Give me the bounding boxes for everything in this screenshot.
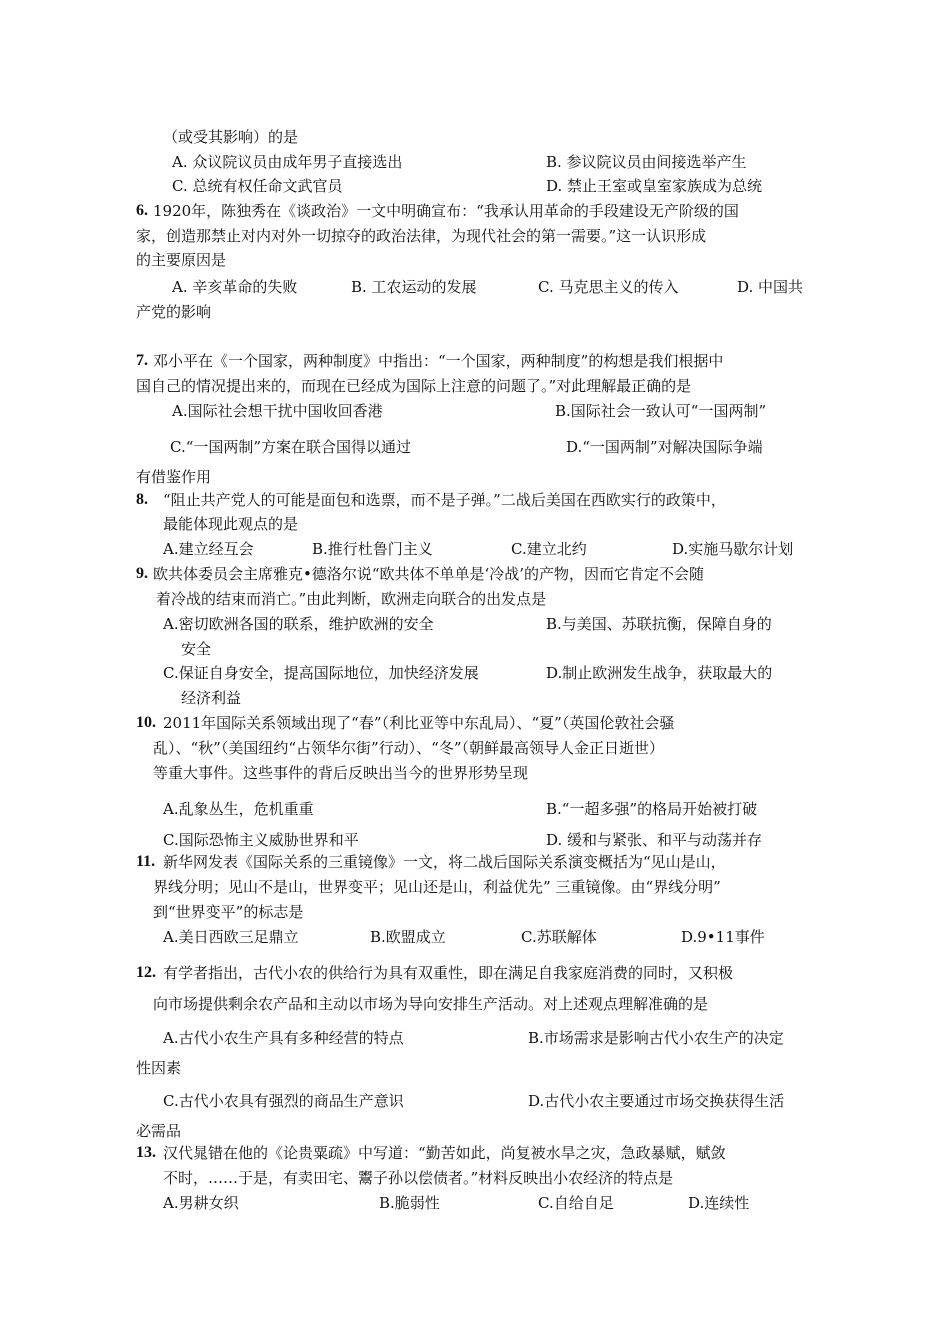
q10-option-c: C.国际恐怖主义威胁世界和平 [163, 831, 359, 849]
q8-option-a: A.建立经互会 [163, 540, 254, 558]
q7-option-d-cont: 有借鉴作用 [136, 468, 212, 486]
q13-stem-line2: 不时，……于是，有卖田宅、鬻子孙以偿债者。”材料反映出小农经济的特点是 [163, 1169, 674, 1187]
q12-option-d-cont: 必需品 [136, 1122, 182, 1140]
q12-number: 12. [136, 964, 156, 981]
q9-option-b-cont: 安全 [181, 640, 212, 658]
q7-option-d: D.“一国两制”对解决国际争端 [566, 438, 763, 456]
q6-option-a: A. 辛亥革命的失败 [172, 278, 298, 296]
q6-stem-line1: 1920年，陈独秀在《谈政治》一文中明确宣布：“我承认用革命的手段建设无产阶级的国 [153, 202, 739, 220]
q7-stem-line1: 邓小平在《一个国家，两种制度》中指出：“一个国家，两种制度”的构想是我们根据中 [153, 352, 724, 370]
q6-option-c: C. 马克思主义的传入 [538, 278, 679, 296]
q5-option-a: A. 众议院议员由成年男子直接选出 [172, 153, 403, 171]
q6-stem-line3: 的主要原因是 [136, 251, 227, 269]
q8-number: 8. [136, 491, 148, 508]
q6-option-d-cont: 产党的影响 [136, 303, 212, 321]
q9-option-a: A.密切欧洲各国的联系，维护欧洲的安全 [163, 615, 434, 633]
q8-option-c: C.建立北约 [511, 540, 587, 558]
q11-option-c: C.苏联解体 [521, 928, 597, 946]
q13-number: 13. [136, 1144, 156, 1161]
q9-option-d-cont: 经济利益 [181, 689, 242, 707]
q7-stem-line2: 国自己的情况提出来的，而现在已经成为国际上注意的问题了。”对此理解最正确的是 [136, 377, 692, 395]
q12-option-d: D.古代小农主要通过市场交换获得生活 [528, 1092, 785, 1110]
q11-stem-line2: 界线分明；见山不是山，世界变平；见山还是山，利益优先” 三重镜像。由“界线分明” [153, 878, 721, 896]
q10-option-d: D. 缓和与紧张、和平与动荡并存 [546, 831, 763, 849]
q11-option-a: A.美日西欧三足鼎立 [163, 928, 299, 946]
q7-number: 7. [136, 352, 148, 369]
q7-option-a: A.国际社会想干扰中国收回香港 [172, 402, 383, 420]
q5-option-c: C. 总统有权任命文武官员 [172, 177, 343, 195]
q13-stem-line1: 汉代晁错在他的《论贵粟疏》中写道：“勤苦如此，尚复被水旱之灾，急政暴赋，赋敛 [163, 1144, 726, 1162]
q9-stem-line2: 着冷战的结束而消亡。”由此判断，欧洲走向联合的出发点是 [156, 590, 547, 608]
q6-number: 6. [136, 202, 148, 219]
q9-stem-line1: 欧共体委员会主席雅克•德洛尔说“欧共体不单单是‘冷战’的产物，因而它肯定不会随 [153, 565, 705, 583]
q13-option-d: D.连续性 [688, 1194, 750, 1212]
q11-option-d: D.9•11事件 [681, 928, 765, 946]
q12-option-a: A.古代小农生产具有多种经营的特点 [163, 1029, 404, 1047]
q10-stem-line3: 等重大事件。这些事件的背后反映出当今的世界形势呈现 [153, 764, 529, 782]
q6-option-b: B. 工农运动的发展 [351, 278, 477, 296]
q6-option-d: D. 中国共 [737, 278, 804, 296]
q12-stem-line1: 有学者指出，古代小农的供给行为具有双重性，即在满足自我家庭消费的同时，又积极 [163, 964, 734, 982]
q10-option-a: A.乱象丛生，危机重重 [163, 800, 314, 818]
q8-option-b: B.推行杜鲁门主义 [312, 540, 433, 558]
q11-stem-line3: 到“世界变平”的标志是 [153, 903, 304, 921]
q11-number: 11. [136, 853, 156, 870]
q6-stem-line2: 家，创造那禁止对内对外一切掠夺的政治法律，为现代社会的第一需要。”这一认识形成 [136, 227, 707, 245]
q5-option-b: B. 参议院议员由间接选举产生 [546, 153, 747, 171]
q13-option-a: A.男耕女织 [163, 1194, 239, 1212]
q5-stem-cont: （或受其影响）的是 [163, 128, 299, 146]
q8-option-d: D.实施马歇尔计划 [672, 540, 794, 558]
q11-stem-line1: 新华网发表《国际关系的三重镜像》一文，将二战后国际关系演变概括为“见山是山， [163, 853, 726, 871]
q8-stem-line1: “阻止共产党人的可能是面包和选票，而不是子弹。”二战后美国在西欧实行的政策中， [163, 491, 726, 509]
q12-option-b-cont: 性因素 [136, 1059, 182, 1077]
q10-stem-line2: 乱）、“秋”（美国纽约“占领华尔街”行动）、“冬”（朝鲜最高领导人金正日逝世） [153, 739, 665, 757]
q10-stem-line1: 2011年国际关系领域出现了“春”（利比亚等中东乱局）、“夏”（英国伦敦社会骚 [163, 714, 675, 732]
q5-option-d: D. 禁止王室或皇室家族成为总统 [546, 177, 763, 195]
q7-option-c: C.“一国两制”方案在联合国得以通过 [170, 438, 412, 456]
q12-stem-line2: 向市场提供剩余农产品和主动以市场为导向安排生产活动。对上述观点理解准确的是 [153, 995, 709, 1013]
q11-option-b: B.欧盟成立 [370, 928, 446, 946]
q9-option-c: C.保证自身安全，提高国际地位，加快经济发展 [163, 664, 479, 682]
q13-option-b: B.脆弱性 [379, 1194, 440, 1212]
q9-option-d: D.制止欧洲发生战争，获取最大的 [546, 664, 773, 682]
q9-number: 9. [136, 565, 148, 582]
q12-option-c: C.古代小农具有强烈的商品生产意识 [163, 1092, 404, 1110]
q13-option-c: C.自给自足 [538, 1194, 614, 1212]
q9-option-b: B.与美国、苏联抗衡，保障自身的 [546, 615, 772, 633]
q10-option-b: B.“一超多强”的格局开始被打破 [546, 800, 758, 818]
q10-number: 10. [136, 714, 156, 731]
q8-stem-line2: 最能体现此观点的是 [163, 515, 299, 533]
q12-option-b: B.市场需求是影响古代小农生产的决定 [528, 1029, 784, 1047]
q7-option-b: B.国际社会一致认可“一国两制” [555, 402, 767, 420]
